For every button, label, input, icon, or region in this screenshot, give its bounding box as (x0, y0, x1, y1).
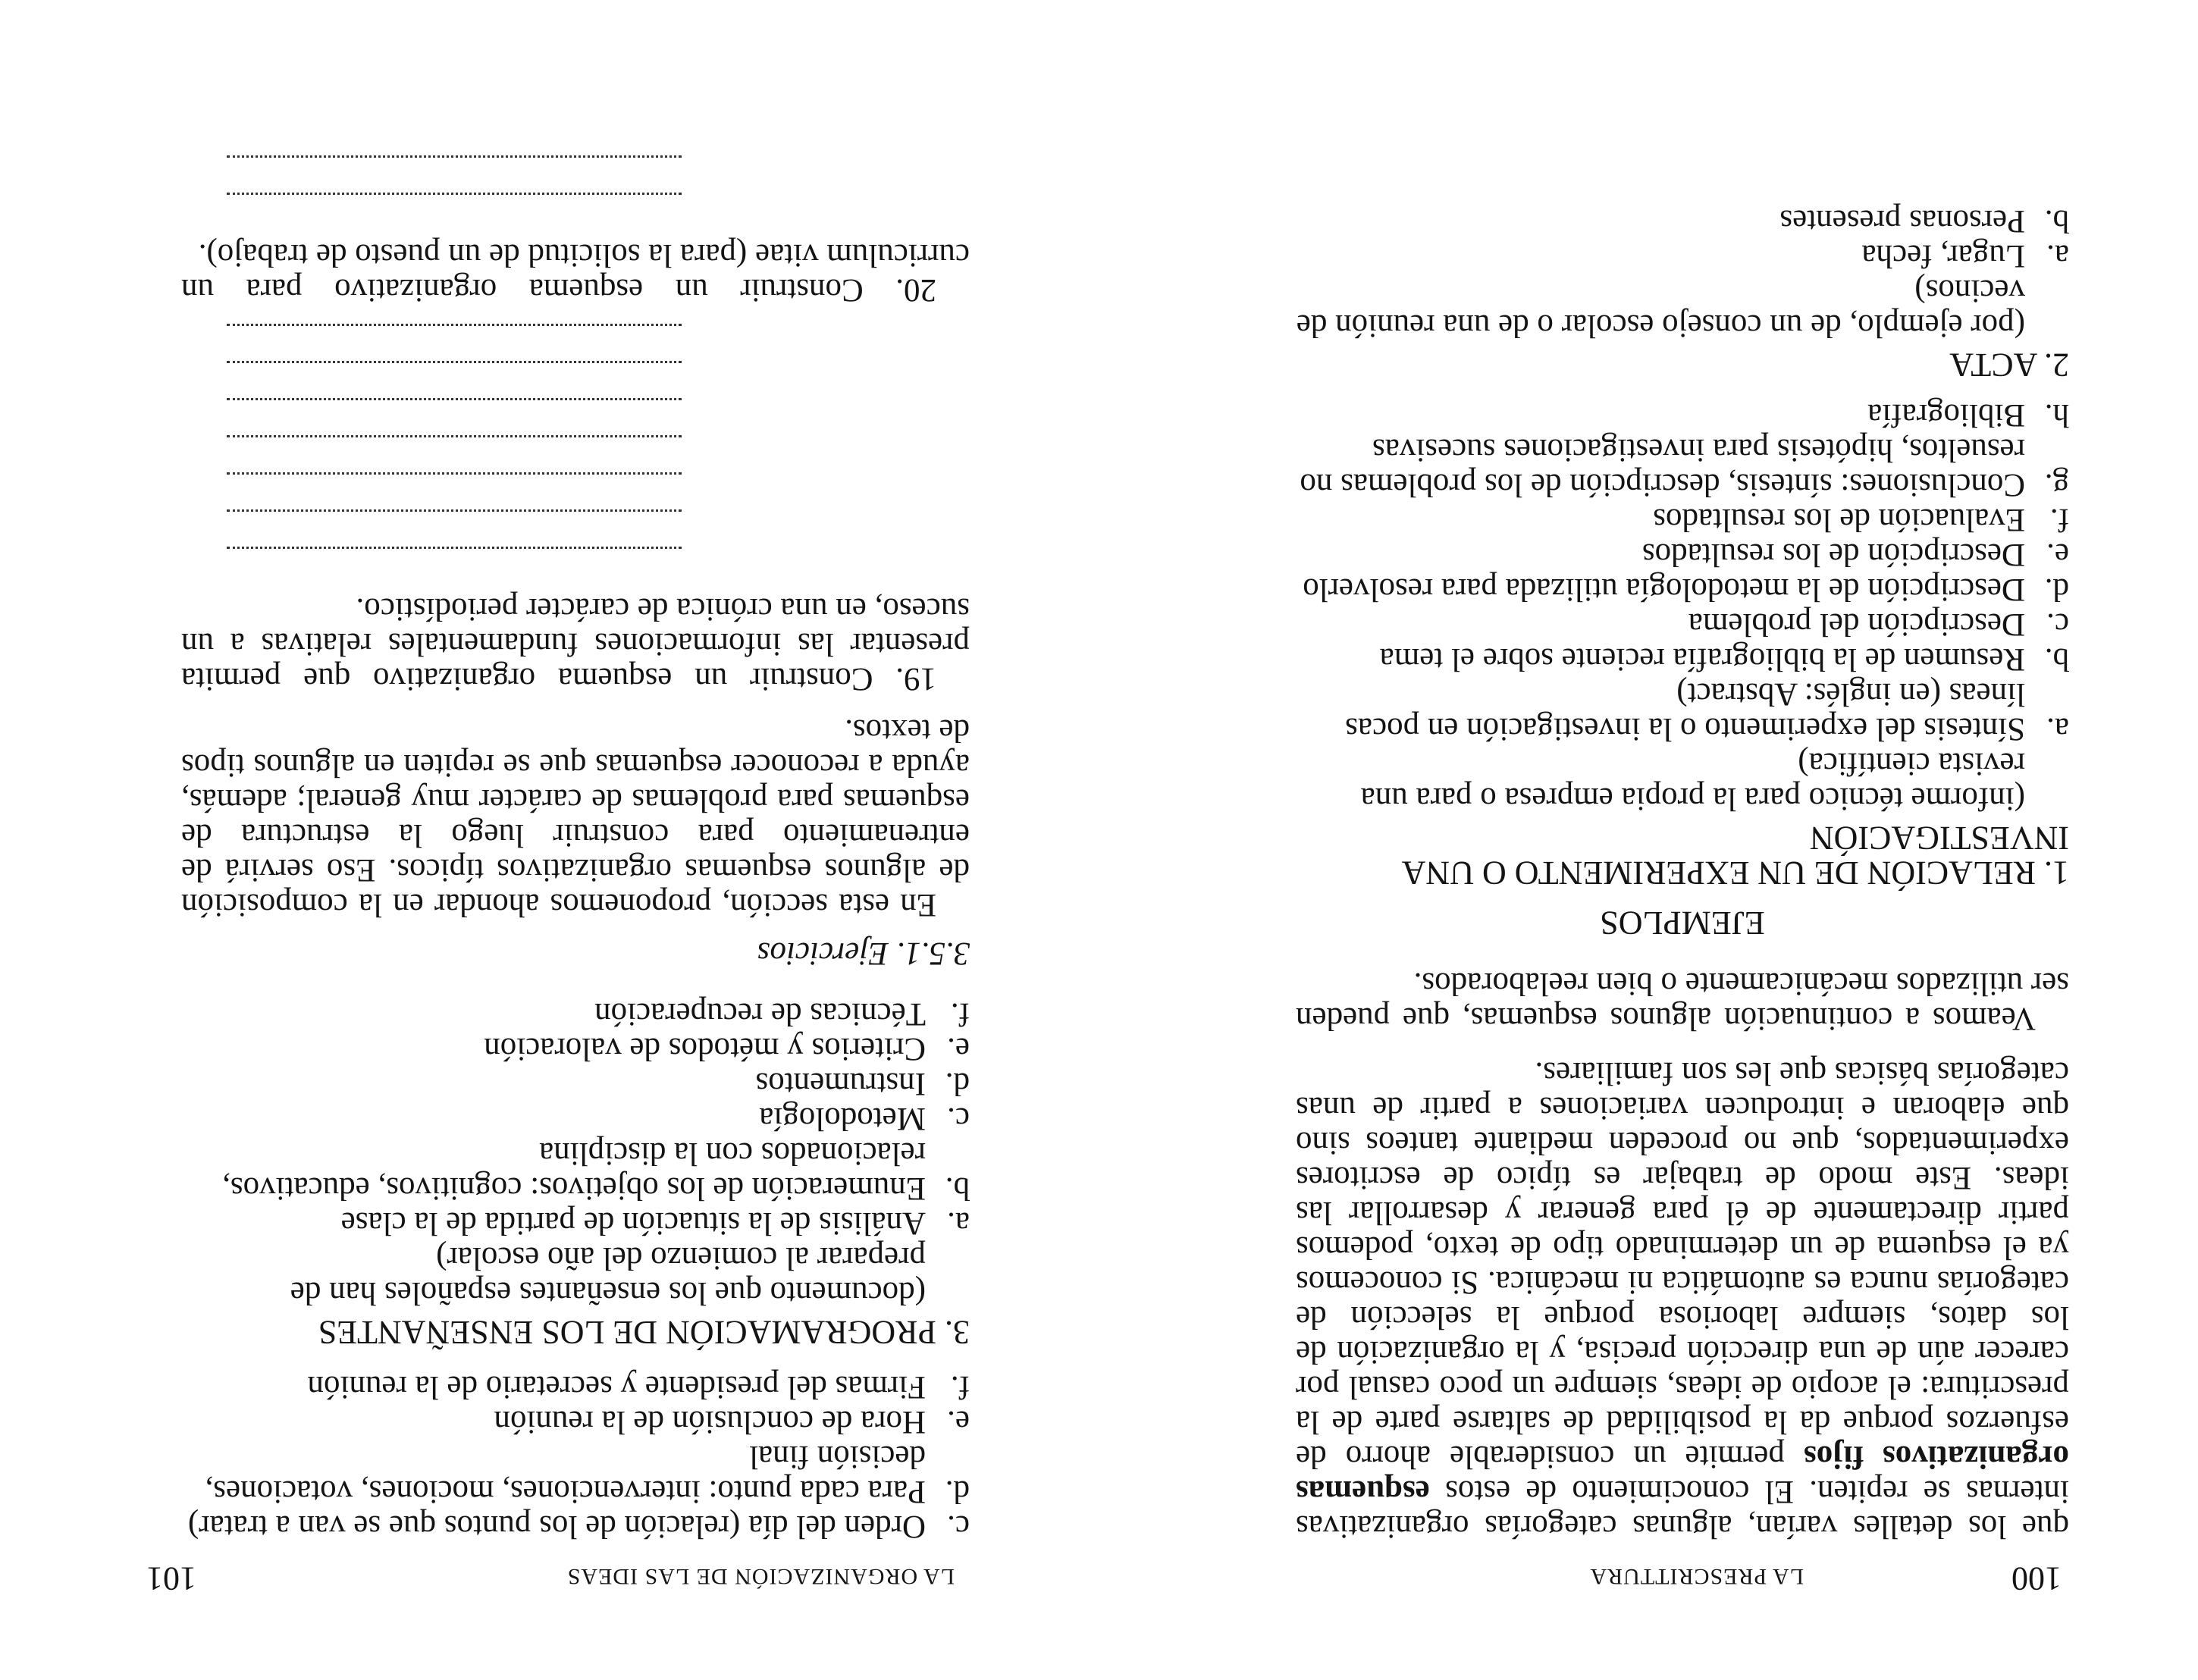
item-text: Firmas del presidente y secretario de la reunión (307, 1369, 926, 1405)
example-title: 3. PROGRAMACIÓN DE LOS ENSEÑANTES (318, 1314, 970, 1351)
running-head: LA ORGANIZACIÓN DE LAS IDEAS (566, 1564, 955, 1589)
item-list (1296, 203, 2069, 273)
list-item (1296, 238, 2069, 273)
list-item (181, 1031, 970, 1066)
item-text: Descripción de los resultados (1641, 537, 2025, 572)
list-item (181, 1205, 970, 1240)
item-letter: b. (2044, 203, 2069, 239)
list-item (1296, 676, 2069, 746)
example-description: (informe técnico para la propia empresa o para una revista científica) (1360, 746, 2025, 816)
exercise-19: 19. Construir un esquema organizativo que permita presentar las informaciones fundamentales relativas a un suceso, en una crónica de carácter periodístico. (181, 591, 970, 697)
page-number: 100 (2011, 1560, 2062, 1597)
paragraph: Veamos a continuación algunos esquemas, que pueden ser utilizados mecánicamente o bien reelaborados. (1296, 966, 2069, 1036)
answer-lines (181, 324, 970, 584)
item-letter: c. (947, 1101, 970, 1136)
page-100 (1099, 0, 2198, 1680)
list-item (181, 1509, 970, 1544)
item-letter: h. (2044, 397, 2069, 433)
item-letter: d. (945, 1474, 970, 1509)
item-letter: c. (2046, 606, 2069, 642)
item-text: Metodología (759, 1101, 926, 1136)
section-heading: EJEMPLOS (1600, 904, 1765, 942)
item-text: Análisis de la situación de partida de la clase (340, 1205, 926, 1241)
list-item (181, 1369, 970, 1404)
item-text: Descripción del problema (1688, 606, 2025, 642)
list-item (1296, 537, 2069, 572)
item-text: Síntesis del experimento o la investigación en pocas líneas (en inglés: Abstract) (1345, 676, 2025, 747)
list-item (1296, 432, 2069, 502)
item-text: Descripción de la metodología utilizada para resolverlo (1303, 572, 2025, 607)
paragraph: En esta sección, proponemos ahondar en la composición de algunos esquemas organizativos típicos. Eso servirá de entrenamiento para construir luego la estructura de esquemas para problemas de carácter muy general; además, ayuda a reconocer esquemas que se repiten en algunos tipos de textos. (181, 713, 970, 923)
item-text: Personas presentes (1779, 203, 2025, 239)
item-letter: a. (2046, 711, 2069, 747)
item-letter: c. (947, 1509, 970, 1544)
list-item (1296, 641, 2069, 676)
item-text: Instrumentos (755, 1066, 926, 1102)
list-item (1296, 572, 2069, 606)
item-text: Bibliografía (1867, 397, 2025, 433)
list-item (1296, 502, 2069, 537)
item-letter: e. (947, 1404, 970, 1440)
item-letter: a. (2046, 238, 2069, 274)
item-text: Evaluación de los resultados (1653, 502, 2025, 538)
item-text: Resumen de la bibliografía reciente sobre el tema (1379, 641, 2025, 677)
item-letter: b. (945, 1171, 970, 1206)
item-letter: f. (950, 996, 970, 1032)
item-letter: f. (2049, 502, 2069, 538)
item-letter: d. (945, 1066, 970, 1102)
item-text: Lugar, fecha (1861, 238, 2025, 274)
list-item (181, 1439, 970, 1509)
exercise-20: 20. Construir un esquema organizativo para un curriculum vitae (para la solicitud de un puesto de trabajo). (181, 237, 970, 308)
item-text: Criterios y métodos de valoración (484, 1031, 926, 1067)
item-text: Para cada punto: intervenciones, mociones, votaciones, decisión final (205, 1439, 926, 1509)
item-letter: b. (2044, 641, 2069, 677)
item-text: Hora de conclusión de la reunión (494, 1404, 926, 1440)
example-description: (por ejemplo, de un consejo escolar o de una reunión de vecinos) (1296, 273, 2025, 343)
item-letter: e. (2046, 537, 2069, 572)
item-letter: e. (947, 1031, 970, 1067)
list-item (181, 996, 970, 1031)
item-text: Orden del día (relación de los puntos que se van a tratar) (187, 1509, 926, 1544)
page-body (1296, 203, 2069, 1544)
page-body (181, 155, 970, 1544)
exercise-heading: 3.5.1. Ejercicios (757, 936, 970, 971)
list-item (1296, 203, 2069, 238)
example-description: (documento que los enseñantes españoles han de preparar al comienzo del año escolar) (290, 1240, 926, 1311)
list-item (1296, 397, 2069, 432)
item-text: Técnicas de recuperación (594, 996, 926, 1032)
list-item (1296, 606, 2069, 641)
item-letter: f. (950, 1369, 970, 1405)
list-item (181, 1066, 970, 1101)
item-text: Enumeración de los objetivos: cognitivos, educativos, relacionados con la disciplina (222, 1136, 926, 1206)
item-letter: a. (947, 1205, 970, 1241)
paragraph: que los detalles varían, algunas categorías organizativas internas se repiten. El conocimiento de estos esquemas organizativos fijos permite un considerable ahorro de esfuerzos porque da la posibilidad de saltarse parte de la prescritura: el acopio de ideas, siempre un poco casual por carecer aún de una dirección precisa, y la organización de los datos, siempre laboriosa porque la selección de categorías nunca es automática ni mecánica. Si conocemos ya el esquema de un determinado tipo de texto, podemos partir directamente de él para generar y desarrollar las ideas. Este modo de trabajar es típico de escritores experimentados, que no proceden mediante tanteos sino que elaboran e introducen variaciones a partir de unas categorías básicas que les son familiares. (1296, 1055, 2069, 1544)
list-item (181, 1404, 970, 1439)
list-item (181, 1136, 970, 1205)
example-title: 2. ACTA (1949, 346, 2069, 384)
running-head: LA PRESCRITTURA (1589, 1564, 1804, 1589)
answer-lines (181, 155, 970, 230)
example-title: 1. RELACIÓN DE UN EXPERIMENTO O UNA INVESTIGACIÓN (1403, 820, 2069, 892)
list-item (181, 1101, 970, 1136)
item-list (181, 996, 970, 1240)
item-letter: g. (2044, 467, 2069, 503)
page-number: 101 (146, 1560, 196, 1597)
item-list (181, 1369, 970, 1544)
item-text: Conclusiones: síntesis, descripción de los problemas no resueltos, hipótesis para investigaciones sucesivas (1300, 432, 2025, 503)
item-letter: d. (2044, 572, 2069, 607)
item-list (1296, 397, 2069, 746)
